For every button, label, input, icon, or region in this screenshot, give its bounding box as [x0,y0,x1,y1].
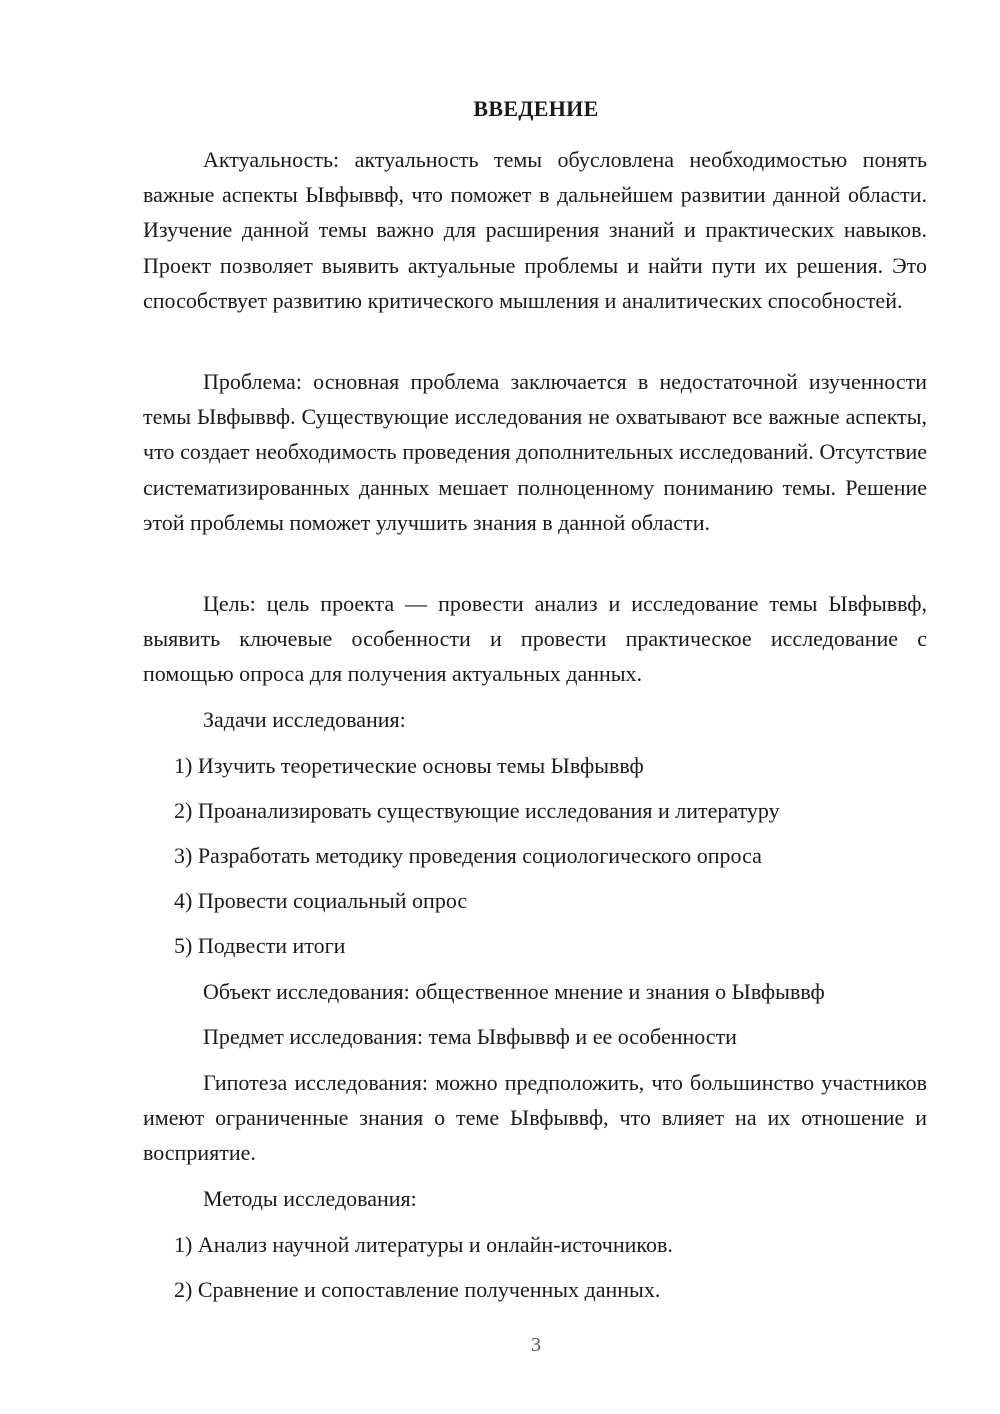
method-item-1: 1) Анализ научной литературы и онлайн-источников. [174,1232,673,1257]
method-item-2: 2) Сравнение и сопоставление полученных данных. [174,1277,661,1302]
task-item-1: 1) Изучить теоретические основы темы Ывфыввф [174,753,644,778]
paragraph-problem: Проблема: основная проблема заключается в недостаточной изученности темы Ывфыввф. Существующие исследования не охватывают все важные аспекты, что создает необходимость проведения дополнительных исследований. Отсутствие систематизированных данных мешает полноценному пониманию темы. Решение этой проблемы поможет улучшить знания в данной области. [143,369,927,535]
task-item-5: 5) Подвести итоги [174,933,346,958]
task-item-4: 4) Провести социальный опрос [174,888,468,913]
paragraph-goal: Цель: цель проекта — провести анализ и исследование темы Ывфыввф, выявить ключевые особенности и провести практическое исследование с помощью опроса для получения актуальных данных. [143,591,927,687]
page-title: ВВЕДЕНИЕ [473,96,599,121]
paragraph-hypothesis: Гипотеза исследования: можно предположить, что большинство участников имеют ограниченные знания о теме Ывфыввф, что влияет на их отношение и восприятие. [143,1070,927,1166]
methods-heading: Методы исследования: [203,1186,417,1211]
page-number: 3 [531,1334,541,1356]
task-item-3: 3) Разработать методику проведения социологического опроса [174,843,762,868]
tasks-heading: Задачи исследования: [203,707,406,732]
research-subject: Предмет исследования: тема Ывфыввф и ее особенности [203,1024,737,1049]
paragraph-relevance: Актуальность: актуальность темы обусловлена необходимостью понять важные аспекты Ывфыввф, что поможет в дальнейшем развитии данной области. Изучение данной темы важно для расширения знаний и практических навыков. Проект позволяет выявить актуальные проблемы и найти пути их решения. Это способствует развитию критического мышления и аналитических способностей. [143,147,927,313]
task-item-2: 2) Проанализировать существующие исследования и литературу [174,798,780,823]
research-object: Объект исследования: общественное мнение и знания о Ывфыввф [203,979,825,1004]
